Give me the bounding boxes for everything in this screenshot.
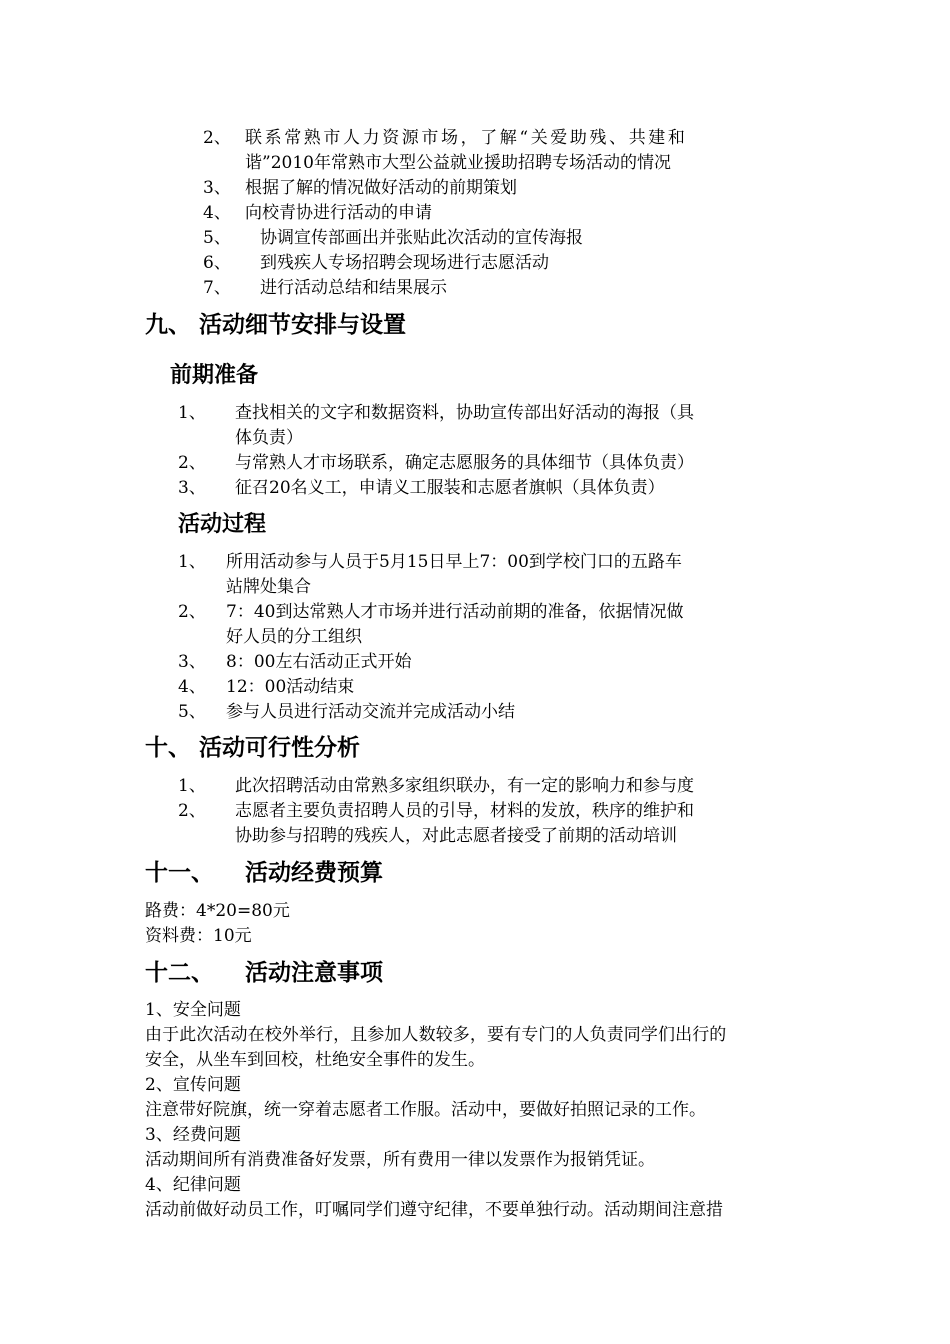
note-subheading: 2、宣传问题 [145, 1075, 241, 1095]
list-item-number: 7、 [203, 278, 231, 298]
section-heading-12-number: 十二、 [145, 960, 214, 986]
budget-line: 路费：4*20=80元 [145, 901, 290, 921]
list-item-number: 4、 [203, 203, 231, 223]
list-item-text: 8：00左右活动正式开始 [226, 652, 412, 672]
section-heading-10: 十、 活动可行性分析 [145, 735, 361, 761]
list-item-text: 协调宣传部画出并张贴此次活动的宣传海报 [260, 228, 583, 248]
note-paragraph: 活动前做好动员工作，叮嘱同学们遵守纪律，不要单独行动。活动期间注意措 [145, 1200, 723, 1220]
list-item-number: 3、 [178, 478, 206, 498]
budget-line: 资料费：10元 [145, 926, 252, 946]
list-item-text: 与常熟人才市场联系，确定志愿服务的具体细节（具体负责） [235, 453, 694, 473]
list-item-text: 征召20名义工，申请义工服装和志愿者旗帜（具体负责） [235, 478, 665, 498]
list-item-text: 志愿者主要负责招聘人员的引导，材料的发放，秩序的维护和 [235, 801, 694, 821]
list-item-number: 1、 [178, 403, 206, 423]
list-item-number: 5、 [178, 702, 206, 722]
list-item-text: 7：40到达常熟人才市场并进行活动前期的准备，依据情况做 [226, 602, 684, 622]
list-item-text: 所用活动参与人员于5月15日早上7：00到学校门口的五路车 [226, 552, 682, 572]
list-item-number: 2、 [178, 453, 206, 473]
section-heading-11-title: 活动经费预算 [245, 860, 383, 886]
list-item-number: 2、 [178, 602, 206, 622]
section-heading-11-number: 十一、 [145, 860, 214, 886]
list-item-number: 1、 [178, 552, 206, 572]
list-item-number: 3、 [203, 178, 231, 198]
list-item-text: 12：00活动结束 [226, 677, 355, 697]
note-paragraph: 安全，从坐车到回校，杜绝安全事件的发生。 [145, 1050, 485, 1070]
list-item-number: 6、 [203, 253, 231, 273]
section-heading-12-title: 活动注意事项 [245, 960, 383, 986]
subsection-heading-prep: 前期准备 [170, 363, 259, 388]
list-item-text: 此次招聘活动由常熟多家组织联办，有一定的影响力和参与度 [235, 776, 694, 796]
list-item-number: 3、 [178, 652, 206, 672]
note-subheading: 3、经费问题 [145, 1125, 241, 1145]
list-item-number: 2、 [203, 128, 231, 148]
list-item-number: 2、 [178, 801, 206, 821]
note-subheading: 4、纪律问题 [145, 1175, 241, 1195]
list-item-text: 联系常熟市人力资源市场，了解“关爱助残、共建和 [245, 128, 688, 148]
list-item-text-continued: 好人员的分工组织 [226, 627, 362, 647]
list-item-text: 进行活动总结和结果展示 [260, 278, 447, 298]
list-item-number: 1、 [178, 776, 206, 796]
note-paragraph: 注意带好院旗，统一穿着志愿者工作服。活动中，要做好拍照记录的工作。 [145, 1100, 706, 1120]
list-item-text: 参与人员进行活动交流并完成活动小结 [226, 702, 515, 722]
list-item-text: 向校青协进行活动的申请 [245, 203, 432, 223]
list-item-text-continued: 体负责） [235, 428, 303, 448]
list-item-text-continued: 谐”2010年常熟市大型公益就业援助招聘专场活动的情况 [245, 153, 671, 173]
list-item-text-continued: 协助参与招聘的残疾人，对此志愿者接受了前期的活动培训 [235, 826, 677, 846]
list-item-number: 5、 [203, 228, 231, 248]
list-item-text: 根据了解的情况做好活动的前期策划 [245, 178, 517, 198]
subsection-heading-process: 活动过程 [178, 512, 267, 537]
list-item-text: 到残疾人专场招聘会现场进行志愿活动 [260, 253, 549, 273]
list-item-number: 4、 [178, 677, 206, 697]
note-paragraph: 由于此次活动在校外举行，且参加人数较多，要有专门的人负责同学们出行的 [145, 1025, 727, 1045]
list-item-text: 查找相关的文字和数据资料，协助宣传部出好活动的海报（具 [235, 403, 694, 423]
note-subheading: 1、安全问题 [145, 1000, 241, 1020]
list-item-text-continued: 站牌处集合 [226, 577, 311, 597]
note-paragraph: 活动期间所有消费准备好发票，所有费用一律以发票作为报销凭证。 [145, 1150, 655, 1170]
section-heading-9: 九、 活动细节安排与设置 [145, 312, 407, 338]
